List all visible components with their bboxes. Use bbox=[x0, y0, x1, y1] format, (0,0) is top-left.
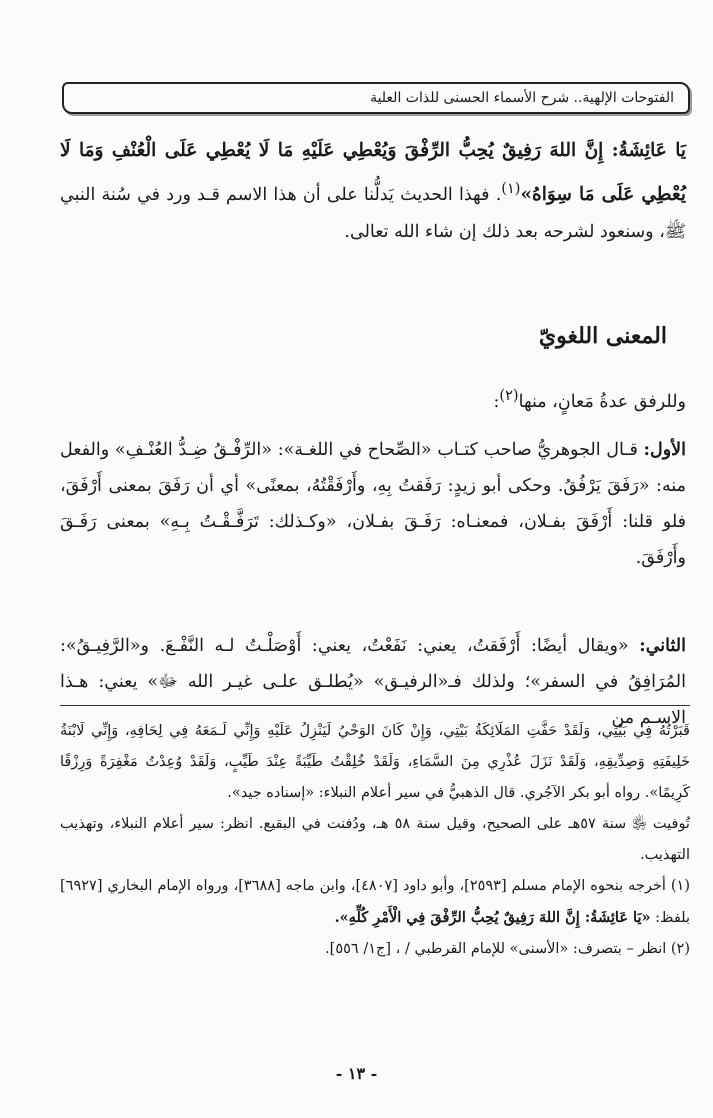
page-number: - ١٣ - bbox=[335, 1064, 378, 1083]
section-heading: المعنى اللغويّ bbox=[538, 323, 667, 349]
footnote-divider bbox=[60, 705, 690, 706]
footnote-carry-over: قَبَرْتُهُ فِي بَيْتِي، وَلَقَدْ حَفَّتِ المَلَائِكَةُ بَيْتِي، وَإِنْ كَانَ الوَحْيُ لَيَنْزِلُ عَلَيْهِ وَإِنِّي لَـمَعَهُ فِي لِحَافِهِ، وَإِنِّي لَابْنَةُ خَلِيفَتِهِ وَصِدِّيقِهِ، وَلَقَدْ نَزَلَ عُذْرِي مِنَ السَّمَاءِ، وَلَقَدْ خُلِقْتُ طَيِّبَةً عِنْدَ طَيِّبٍ، وَلَقَدْ وُعِدْتُ مَغْفِرَةً وَرِزْقًا كَرِيمًا». رواه أبو بكر الآجُري. قال الذهبيُّ في سير أعلام النبلاء: «إسناده جيد». bbox=[60, 723, 690, 801]
intro-paragraph bbox=[60, 132, 686, 251]
footnote-2: (٢) انظر – بتصرف: «الأسنى» للإمام القرطبي / ، [ج١/ ٥٥٦]. bbox=[325, 941, 690, 957]
second-meaning-text: «ويقال أيضًا: أَرْفَقتُ، يعني: نَفَعْتُ، يعني: أَوْصَلْـتُ لـه النَّفْـعَ. و«الرَّفِيـقُ»: المُرَافِقُ في السفر»؛ ولذلك فـ«الرفيـق» «يُطلـق علـى غيـر الله ﷻ» يعني: هـذا الاسـم من bbox=[60, 636, 686, 728]
hadith-text: يَا عَائِشَةُ: إِنَّ اللهَ رَفِيقٌ يُحِبُّ الرِّفْقَ وَيُعْطِي عَلَيْهِ مَا لَا يُعْطِي عَلَى الْعُنْفِ وَمَا لَا يُعْطِي عَلَى مَا سِوَاهُ» bbox=[60, 140, 687, 205]
intro-continuation: . فهذا الحديث يَدلُّنا على أن هذا الاسم قـد ورد في سُنة النبي ﷺ، وسنعود لشرحه بعد ذلك إن شاء الله تعالى. bbox=[60, 184, 686, 242]
first-meaning-paragraph bbox=[60, 432, 686, 576]
header-title: الفتوحات الإلهية.. شرح الأسماء الحسنى للذات العلية bbox=[370, 90, 674, 106]
footnote-death-note: تُوفيت ﵂ سنة ٥٧هـ على الصحيح، وقيل سنة ٥٨ هـ، ودُفنت في البقيع. انظر: سير أعلام النبلاء، وتهذيب التهذيب. bbox=[60, 816, 690, 863]
section-intro-line bbox=[60, 378, 686, 420]
footnote-ref-1: (١) bbox=[501, 180, 521, 197]
footnote-1 bbox=[60, 871, 690, 934]
section-intro-text: وللرفق عدةُ مَعانٍ، منها bbox=[518, 391, 686, 412]
footnote-1-quote: «يَا عَائِشَةُ: إِنَّ اللهَ رَفِيقٌ يُحِبُّ الرِّفْقَ فِي الْأَمْرِ كُلِّهِ». bbox=[334, 909, 651, 926]
first-meaning-text: قـال الجوهريُّ صاحب كتـاب «الصِّحاح في اللغـة»: «الرِّفْـقُ ضِـدُّ العُنْـفِ» والفعل منه: «رَفَقَ يَرْفُقُ. وحكى أبو زيدٍ: رَفَقتُ بِهِ، وأَرْفَقْتُهُ، بمعنًى» أي أن رَفَقَ بمعنى أَرْفَقَ، فلو قلنا: أَرْفَقَ بفـلان، فمعنـاه: رَفَـقَ بفـلان، «وكـذلك: تَرَفَّـقْـتُ بِـهِ» بمعنى رَفَـقَ وأَرْفَقَ. bbox=[60, 440, 686, 568]
second-meaning-label: الثاني: bbox=[639, 636, 686, 656]
running-header bbox=[62, 82, 690, 114]
footnotes-block bbox=[60, 716, 690, 965]
section-intro-colon: : bbox=[493, 391, 500, 412]
footnote-ref-2: (٢) bbox=[499, 387, 519, 404]
first-meaning-label: الأول: bbox=[643, 440, 686, 460]
footnote-1-text: (١) أخرجه بنحوه الإمام مسلم [٢٥٩٣]، وأبو داود [٤٨٠٧]، وابن ماجه [٣٦٨٨]، ورواه الإمام البخاري [٦٩٢٧] بلفظ: bbox=[60, 878, 690, 926]
